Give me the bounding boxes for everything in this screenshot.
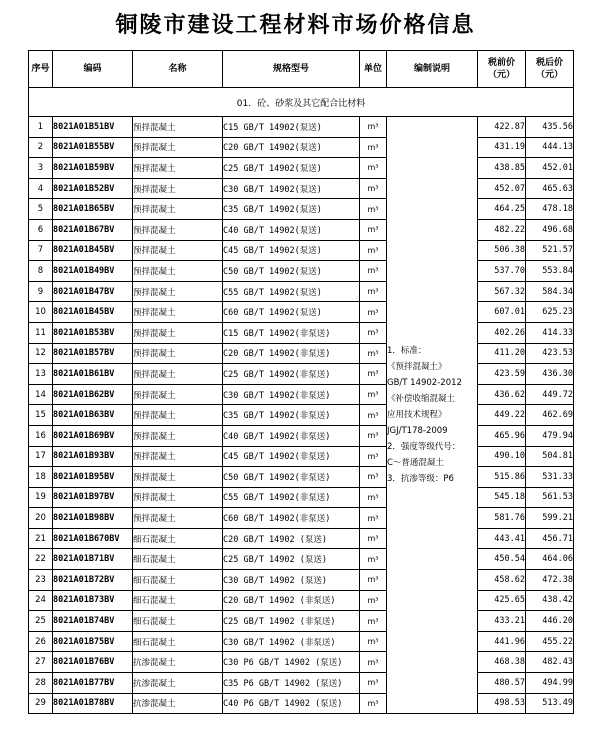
cell-seq: 18: [29, 467, 53, 488]
note-line: 2．强度等级代号：: [387, 442, 461, 453]
cell-unit: m³: [360, 570, 387, 591]
cell-pre-tax: 464.25: [478, 199, 526, 220]
page-title: 铜陵市建设工程材料市场价格信息: [115, 12, 476, 38]
cell-name: 预拌混凝土: [133, 405, 223, 426]
cell-pre-tax: 452.07: [478, 178, 526, 199]
cell-unit: m³: [360, 549, 387, 570]
cell-name: 预拌混凝土: [133, 467, 223, 488]
cell-spec: C50 GB/T 14902(非泵送): [223, 467, 360, 488]
cell-pre-tax: 431.19: [478, 137, 526, 158]
note-line: 《补偿收缩混凝土: [387, 394, 456, 405]
cell-unit: m³: [360, 528, 387, 549]
cell-post-tax: 531.33: [526, 467, 574, 488]
cell-seq: 12: [29, 343, 53, 364]
cell-post-tax: 599.21: [526, 508, 574, 529]
cell-name: 预拌混凝土: [133, 178, 223, 199]
cell-code: 8021A01B97BV: [53, 487, 133, 508]
cell-unit: m³: [360, 611, 387, 632]
cell-unit: m³: [360, 364, 387, 385]
cell-post-tax: 435.56: [526, 117, 574, 138]
cell-pre-tax: 443.41: [478, 528, 526, 549]
cell-seq: 21: [29, 528, 53, 549]
cell-post-tax: 464.06: [526, 549, 574, 570]
cell-spec: C40 GB/T 14902(泵送): [223, 219, 360, 240]
cell-unit: m³: [360, 343, 387, 364]
cell-pre-tax: 482.22: [478, 219, 526, 240]
cell-code: 8021A01B95BV: [53, 467, 133, 488]
cell-unit: m³: [360, 446, 387, 467]
header-post-tax: 税后价（元）: [526, 51, 574, 88]
cell-seq: 13: [29, 364, 53, 385]
cell-code: 8021A01B67BV: [53, 219, 133, 240]
cell-name: 预拌混凝土: [133, 137, 223, 158]
cell-code: 8021A01B63BV: [53, 405, 133, 426]
cell-spec: C30 GB/T 14902(非泵送): [223, 384, 360, 405]
cell-post-tax: 423.53: [526, 343, 574, 364]
note-line: 应用技术规程》: [387, 410, 447, 421]
cell-code: 8021A01B76BV: [53, 652, 133, 673]
cell-spec: C55 GB/T 14902(泵送): [223, 281, 360, 302]
cell-pre-tax: 441.96: [478, 631, 526, 652]
cell-unit: m³: [360, 425, 387, 446]
section-title: 01．砼、砂浆及其它配合比材料: [29, 88, 574, 117]
cell-unit: m³: [360, 158, 387, 179]
cell-spec: C25 GB/T 14902(泵送): [223, 158, 360, 179]
cell-post-tax: 479.94: [526, 425, 574, 446]
table-row: [29, 425, 574, 446]
cell-spec: C25 GB/T 14902 (非泵送): [223, 611, 360, 632]
cell-unit: m³: [360, 281, 387, 302]
cell-unit: m³: [360, 508, 387, 529]
table-row: [29, 467, 574, 488]
cell-unit: m³: [360, 240, 387, 261]
cell-seq: 23: [29, 570, 53, 591]
cell-seq: 6: [29, 219, 53, 240]
cell-unit: m³: [360, 199, 387, 220]
table-row: [29, 219, 574, 240]
cell-seq: 28: [29, 673, 53, 694]
cell-seq: 3: [29, 158, 53, 179]
cell-post-tax: 438.42: [526, 590, 574, 611]
cell-unit: m³: [360, 487, 387, 508]
cell-seq: 5: [29, 199, 53, 220]
table-row: [29, 117, 574, 138]
cell-post-tax: 414.33: [526, 322, 574, 343]
cell-spec: C60 GB/T 14902(非泵送): [223, 508, 360, 529]
cell-unit: m³: [360, 652, 387, 673]
cell-code: 8021A01B57BV: [53, 343, 133, 364]
cell-name: 抗渗混凝土: [133, 673, 223, 694]
cell-post-tax: 521.57: [526, 240, 574, 261]
cell-spec: C20 GB/T 14902 (泵送): [223, 528, 360, 549]
cell-pre-tax: 567.32: [478, 281, 526, 302]
cell-name: 预拌混凝土: [133, 446, 223, 467]
note-line: C～普通混凝土: [387, 458, 444, 469]
cell-name: 预拌混凝土: [133, 322, 223, 343]
header-name: 名称: [133, 51, 223, 88]
table-row: [29, 549, 574, 570]
cell-name: 预拌混凝土: [133, 384, 223, 405]
cell-name: 预拌混凝土: [133, 240, 223, 261]
cell-post-tax: 625.23: [526, 302, 574, 323]
cell-unit: m³: [360, 137, 387, 158]
cell-code: 8021A01B52BV: [53, 178, 133, 199]
cell-code: 8021A01B77BV: [53, 673, 133, 694]
cell-name: 细石混凝土: [133, 631, 223, 652]
cell-unit: m³: [360, 673, 387, 694]
cell-code: 8021A01B53BV: [53, 322, 133, 343]
cell-code: 8021A01B47BV: [53, 281, 133, 302]
cell-name: 细石混凝土: [133, 590, 223, 611]
table-row: [29, 487, 574, 508]
cell-seq: 20: [29, 508, 53, 529]
cell-spec: C25 GB/T 14902 (泵送): [223, 549, 360, 570]
cell-code: 8021A01B69BV: [53, 425, 133, 446]
cell-pre-tax: 537.70: [478, 261, 526, 282]
table-row: [29, 384, 574, 405]
header-unit: 单位: [360, 51, 387, 88]
table-row: [29, 405, 574, 426]
cell-pre-tax: 498.53: [478, 693, 526, 714]
cell-pre-tax: 468.38: [478, 652, 526, 673]
table-row: [29, 240, 574, 261]
cell-unit: m³: [360, 631, 387, 652]
cell-post-tax: 504.81: [526, 446, 574, 467]
table-row: [29, 302, 574, 323]
cell-spec: C30 GB/T 14902 (非泵送): [223, 631, 360, 652]
table-row: [29, 590, 574, 611]
cell-spec: C20 GB/T 14902(非泵送): [223, 343, 360, 364]
cell-seq: 7: [29, 240, 53, 261]
cell-name: 预拌混凝土: [133, 302, 223, 323]
cell-name: 预拌混凝土: [133, 117, 223, 138]
cell-spec: C15 GB/T 14902(非泵送): [223, 322, 360, 343]
cell-seq: 16: [29, 425, 53, 446]
cell-unit: m³: [360, 693, 387, 714]
cell-pre-tax: 607.01: [478, 302, 526, 323]
cell-code: 8021A01B75BV: [53, 631, 133, 652]
cell-name: 抗渗混凝土: [133, 693, 223, 714]
table-row: [29, 611, 574, 632]
cell-pre-tax: 545.18: [478, 487, 526, 508]
cell-pre-tax: 436.62: [478, 384, 526, 405]
table-row: [29, 261, 574, 282]
cell-code: 8021A01B78BV: [53, 693, 133, 714]
table-row: [29, 158, 574, 179]
cell-post-tax: 436.30: [526, 364, 574, 385]
cell-name: 抗渗混凝土: [133, 652, 223, 673]
cell-post-tax: 449.72: [526, 384, 574, 405]
table-row: [29, 508, 574, 529]
cell-spec: C45 GB/T 14902(非泵送): [223, 446, 360, 467]
cell-name: 细石混凝土: [133, 611, 223, 632]
cell-post-tax: 456.71: [526, 528, 574, 549]
cell-spec: C60 GB/T 14902(泵送): [223, 302, 360, 323]
table-row: [29, 343, 574, 364]
cell-pre-tax: 506.38: [478, 240, 526, 261]
table-row: [29, 137, 574, 158]
note-cell: [387, 117, 478, 714]
cell-spec: C35 GB/T 14902(泵送): [223, 199, 360, 220]
cell-spec: C35 GB/T 14902(非泵送): [223, 405, 360, 426]
cell-post-tax: 455.22: [526, 631, 574, 652]
table-row: [29, 652, 574, 673]
cell-seq: 2: [29, 137, 53, 158]
cell-name: 预拌混凝土: [133, 158, 223, 179]
cell-post-tax: 446.20: [526, 611, 574, 632]
cell-name: 预拌混凝土: [133, 364, 223, 385]
cell-post-tax: 452.01: [526, 158, 574, 179]
cell-seq: 19: [29, 487, 53, 508]
cell-spec: C55 GB/T 14902(非泵送): [223, 487, 360, 508]
cell-seq: 1: [29, 117, 53, 138]
header-code: 编码: [53, 51, 133, 88]
cell-name: 细石混凝土: [133, 528, 223, 549]
cell-name: 预拌混凝土: [133, 261, 223, 282]
cell-code: 8021A01B93BV: [53, 446, 133, 467]
cell-code: 8021A01B62BV: [53, 384, 133, 405]
cell-unit: m³: [360, 322, 387, 343]
cell-code: 8021A01B45BV: [53, 302, 133, 323]
cell-pre-tax: 458.62: [478, 570, 526, 591]
cell-unit: m³: [360, 590, 387, 611]
cell-seq: 10: [29, 302, 53, 323]
cell-code: 8021A01B55BV: [53, 137, 133, 158]
cell-pre-tax: 465.96: [478, 425, 526, 446]
cell-spec: C50 GB/T 14902(泵送): [223, 261, 360, 282]
cell-spec: C25 GB/T 14902(非泵送): [223, 364, 360, 385]
cell-pre-tax: 411.20: [478, 343, 526, 364]
cell-code: 8021A01B59BV: [53, 158, 133, 179]
cell-code: 8021A01B98BV: [53, 508, 133, 529]
cell-code: 8021A01B45BV: [53, 240, 133, 261]
note-line: JGJ/T178-2009: [387, 426, 448, 437]
cell-post-tax: 513.49: [526, 693, 574, 714]
cell-seq: 29: [29, 693, 53, 714]
cell-pre-tax: 449.22: [478, 405, 526, 426]
data-body: [29, 117, 574, 714]
cell-unit: m³: [360, 178, 387, 199]
cell-seq: 14: [29, 384, 53, 405]
cell-name: 预拌混凝土: [133, 199, 223, 220]
cell-pre-tax: 480.57: [478, 673, 526, 694]
header-row: [29, 51, 574, 88]
cell-unit: m³: [360, 302, 387, 323]
table-row: [29, 199, 574, 220]
cell-seq: 25: [29, 611, 53, 632]
cell-seq: 11: [29, 322, 53, 343]
cell-seq: 17: [29, 446, 53, 467]
cell-seq: 8: [29, 261, 53, 282]
cell-pre-tax: 423.59: [478, 364, 526, 385]
cell-name: 细石混凝土: [133, 570, 223, 591]
cell-post-tax: 494.99: [526, 673, 574, 694]
cell-code: 8021A01B71BV: [53, 549, 133, 570]
cell-spec: C45 GB/T 14902(泵送): [223, 240, 360, 261]
cell-spec: C40 P6 GB/T 14902 (泵送): [223, 693, 360, 714]
header-pre-tax: 税前价（元）: [478, 51, 526, 88]
cell-pre-tax: 433.21: [478, 611, 526, 632]
cell-post-tax: 462.69: [526, 405, 574, 426]
cell-code: 8021A01B49BV: [53, 261, 133, 282]
price-table: [28, 50, 574, 714]
cell-code: 8021A01B670BV: [53, 528, 133, 549]
cell-code: 8021A01B51BV: [53, 117, 133, 138]
cell-post-tax: 444.13: [526, 137, 574, 158]
cell-name: 预拌混凝土: [133, 425, 223, 446]
table-row: [29, 281, 574, 302]
cell-unit: m³: [360, 219, 387, 240]
cell-post-tax: 472.38: [526, 570, 574, 591]
cell-name: 细石混凝土: [133, 549, 223, 570]
cell-name: 预拌混凝土: [133, 219, 223, 240]
cell-unit: m³: [360, 384, 387, 405]
cell-spec: C30 P6 GB/T 14902 (泵送): [223, 652, 360, 673]
cell-post-tax: 465.63: [526, 178, 574, 199]
cell-post-tax: 478.18: [526, 199, 574, 220]
cell-pre-tax: 581.76: [478, 508, 526, 529]
cell-seq: 22: [29, 549, 53, 570]
table-row: [29, 673, 574, 694]
cell-pre-tax: 422.87: [478, 117, 526, 138]
cell-unit: m³: [360, 467, 387, 488]
cell-code: 8021A01B65BV: [53, 199, 133, 220]
cell-post-tax: 496.68: [526, 219, 574, 240]
section-row: [29, 88, 574, 117]
cell-name: 预拌混凝土: [133, 508, 223, 529]
cell-spec: C30 GB/T 14902 (泵送): [223, 570, 360, 591]
cell-post-tax: 561.53: [526, 487, 574, 508]
cell-spec: C40 GB/T 14902(非泵送): [223, 425, 360, 446]
cell-pre-tax: 450.54: [478, 549, 526, 570]
header-seq: 序号: [29, 51, 53, 88]
cell-pre-tax: 490.10: [478, 446, 526, 467]
cell-pre-tax: 402.26: [478, 322, 526, 343]
table-row: [29, 693, 574, 714]
cell-spec: C20 GB/T 14902 (非泵送): [223, 590, 360, 611]
cell-seq: 24: [29, 590, 53, 611]
cell-post-tax: 482.43: [526, 652, 574, 673]
cell-pre-tax: 515.86: [478, 467, 526, 488]
table-row: [29, 631, 574, 652]
cell-name: 预拌混凝土: [133, 487, 223, 508]
cell-code: 8021A01B72BV: [53, 570, 133, 591]
cell-unit: m³: [360, 405, 387, 426]
note-line: 1．标准：: [387, 346, 427, 357]
cell-name: 预拌混凝土: [133, 281, 223, 302]
header-note: 编制说明: [387, 51, 478, 88]
cell-code: 8021A01B74BV: [53, 611, 133, 632]
cell-code: 8021A01B61BV: [53, 364, 133, 385]
note-line: 3．抗渗等级：P6: [387, 474, 454, 485]
table-row: [29, 322, 574, 343]
cell-seq: 9: [29, 281, 53, 302]
cell-post-tax: 584.34: [526, 281, 574, 302]
cell-spec: C35 P6 GB/T 14902 (泵送): [223, 673, 360, 694]
cell-seq: 4: [29, 178, 53, 199]
cell-code: 8021A01B73BV: [53, 590, 133, 611]
table-row: [29, 446, 574, 467]
cell-pre-tax: 438.85: [478, 158, 526, 179]
note-line: GB/T 14902-2012: [387, 378, 462, 389]
cell-spec: C30 GB/T 14902(泵送): [223, 178, 360, 199]
table-row: [29, 178, 574, 199]
table-row: [29, 364, 574, 385]
note-line: 《预拌混凝土》: [387, 362, 447, 373]
cell-seq: 27: [29, 652, 53, 673]
header-spec: 规格型号: [223, 51, 360, 88]
cell-unit: m³: [360, 117, 387, 138]
table-row: [29, 570, 574, 591]
table-row: [29, 528, 574, 549]
cell-spec: C15 GB/T 14902(泵送): [223, 117, 360, 138]
cell-pre-tax: 425.65: [478, 590, 526, 611]
cell-name: 预拌混凝土: [133, 343, 223, 364]
cell-spec: C20 GB/T 14902(泵送): [223, 137, 360, 158]
cell-post-tax: 553.84: [526, 261, 574, 282]
cell-seq: 26: [29, 631, 53, 652]
cell-seq: 15: [29, 405, 53, 426]
cell-unit: m³: [360, 261, 387, 282]
